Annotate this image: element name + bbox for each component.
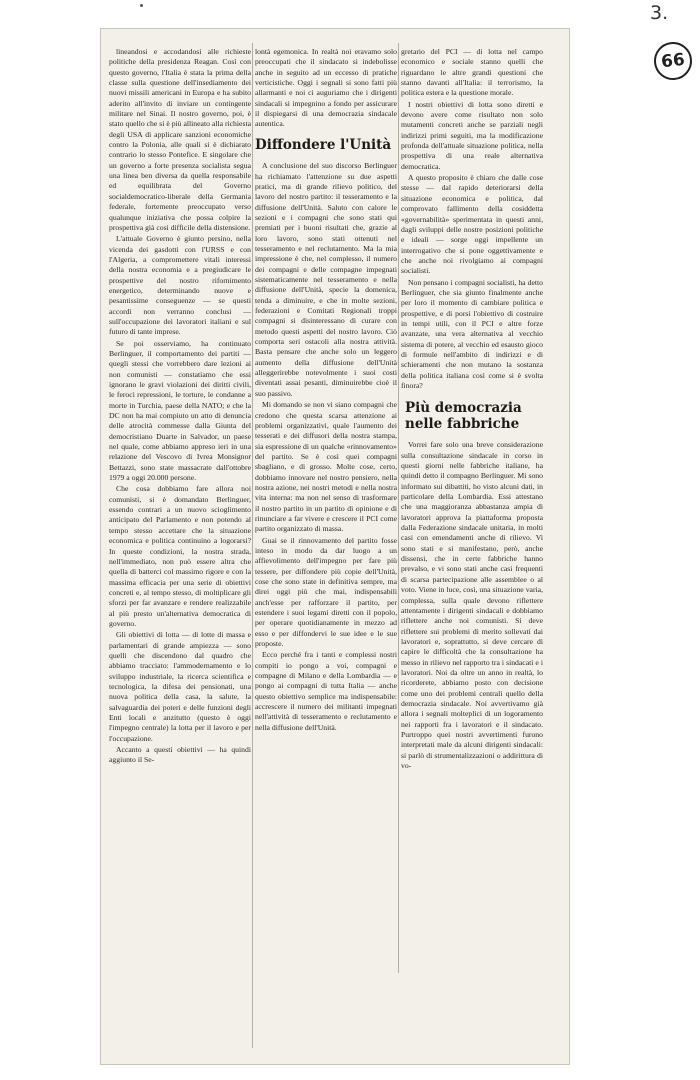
paragraph: Mi domando se non vi siano compagni che credono che questa scarsa attenzione ai problemi organizzativi, quale l'aumento dei tesserati e dei diffusori della nostra stampa, sia espressione di un qualche «rinnovamento» del partito. Se è così quei compagni sbagliano, e di grosso. Molte cose, certo, dobbiamo innovare nel nostro pensiero, nella nostra azione, nei nostri metodi e nella nostra vita interna: ma non nel senso di trasformare il nostro partito in un partito di opinione e di rinunciare a far vivere e crescere il PCI come partito organizzato di massa. bbox=[255, 400, 397, 534]
paragraph: I nostri obiettivi di lotta sono diretti e devono avere come risultato non solo mutamenti concreti anche se parziali negli indirizzi primi seguiti, ma la modificazione profonda dell'attuale situazione politica, nella prospettiva di una reale alternativa democratica. bbox=[401, 99, 543, 171]
paragraph: Non pensano i compagni socialisti, ha detto Berlinguer, che sia giunto finalmente anche per loro il momento di cambiare politica e prospettive, e di porsi l'obiettivo di costruire in tempi utili, con il PCI e altre forze avanzate, una vera alternativa al vecchio sistema di potere, al vecchio ed esausto gioco di formule nell'ambito di indirizzi e di schieramenti che non mutano la sostanza della politica italiana così come si è svolta finora? bbox=[401, 277, 543, 390]
paragraph: Vorrei fare solo una breve considerazione sulla consultazione sindacale in corso in questi giorni nelle fabbriche italiane, ha quindi detto il compagno Berlinguer. Mi sono informato sui dibattiti, ho visto alcuni dati, in particolare della Lombardia. Essi attestano che una maggioranza abbastanza ampia di lavoratori approva la piattaforma proposta dalla Federazione sindacale unitaria, in molti casi con emendamenti anche di rilievo. Vi sono stati e si manifestano, però, anche dissensi, che in certe fabbriche hanno prevalso, e vi sono stati anche casi frequenti di scarsa partecipazione alle assemblee o al voto. Viene in luce, così, una situazione varia, complessa, sulla quale devono riflettere attentamente i dirigenti sindacali e dobbiamo riflettere anche noi comunisti. Si deve riflettere sui problemi di merito sollevati dai lavoratori e, soprattutto, si deve cercare di capire le difficoltà che la consultazione ha messo in rilievo nel rapporto tra i sindacati e i lavoratori. Noi da oltre un anno in realtà, lo ricorderete, abbiamo posto con decisione come uno dei problemi centrali quello della democrazia sindacale. Noi avvertivamo già allora i segnali molteplici di un logoramento nei rapporti fra i lavoratori e il sindacato. Purtroppo quei nostri avvertimenti furono interpretati male da alcuni dirigenti sindacali: si parlò di strumentalizzazioni o addirittura di vo- bbox=[401, 440, 543, 770]
paragraph: Ecco perché fra i tanti e complessi nostri compiti io pongo a voi, compagni e compagne di Milano e della Lombardia — e pongo ai compagni di tutta Italia — anche questo obiettivo semplice ma indispensabile: accrescere il numero dei militanti impegnati nell'attività di tesseramento e reclutamento e nella diffusione dell'Unità. bbox=[255, 650, 397, 732]
section-heading-diffondere: Diffondere l'Unità bbox=[255, 136, 392, 153]
paragraph: lineandosi e accodandosi alle richieste politiche della presidenza Reagan. Così con questo governo, l'Italia è stata la prima della classe sulla questione dell'insediamento dei nuovi missili americani in Europa e ha subito aderito all'invito di inviare un contingente militare nel Sinai. Il nostro governo, poi, è stato quello che si è più allineato alla richiesta degli USA di applicare sanzioni economiche contro la Polonia, alle quali si è dichiarato contrario lo stesso Pontefice. E singolare che un governo a forte presenza socialista segua una linea ben diversa da quella responsabile ed equilibrata del Governo socialdemocratico-liberale della Germania federale, fortemente preoccupato verso qualunque iniziativa che possa colpire la prospettiva già così difficile della distensione. bbox=[109, 47, 251, 232]
column-1 bbox=[109, 47, 251, 1059]
paragraph: Guai se il rinnovamento del partito fosse inteso in modo da dar luogo a un affievolimento dell'impegno per fare più tessere, per diffondere più copie dell'Unità, cose che sono state in definitiva sempre, ma direi oggi più che mai, indispensabili anch'esse per rafforzare il partito, per estendere i suoi legami diretti con il popolo, per operare quotidianamente in mezzo ad esso e per diffondervi le sue idee e le sue proposte. bbox=[255, 535, 397, 649]
circled-archive-number: 66 bbox=[652, 40, 694, 82]
paragraph: gretario del PCI — di lotta nel campo economico e sociale stanno quelli che riguardano le altre grandi questioni che stanno davanti all'Italia: il terrorismo, la politica estera e la questione morale. bbox=[401, 47, 543, 98]
paragraph: Se poi osserviamo, ha continuato Berlinguer, il comportamento dei partiti — quegli stessi che vorrebbero dare lezioni ai non comunisti — constatiamo che essi ignorano le gravi violazioni dei diritti civili, le feroci repressioni, le torture, le condanne a morte in Turchia, paese della NATO; e che la DC non ha mai compiuto un atto di denuncia delle atrocità commesse dalla Giunta del democristiano Duarte in Salvador, un paese nel quale, come abbiamo appreso ieri in una relazione del Vescovo di Ivrea Monsignor Bettazzi, sono state massacrate dall'ottobre 1979 a oggi 20.000 persone. bbox=[109, 338, 251, 483]
column-2 bbox=[255, 47, 397, 1052]
scan-speck bbox=[140, 4, 143, 7]
handwritten-page-number: 3. bbox=[650, 2, 669, 24]
section-heading-democrazia: Più democrazia nelle fabbriche bbox=[405, 400, 522, 432]
paragraph: Accanto a questi obiettivi — ha quindi aggiunto il Se- bbox=[109, 745, 251, 765]
paragraph: A conclusione del suo discorso Berlinguer ha richiamato l'attenzione su due aspetti pratici, ma di grande rilievo politico, del lavoro del nostro partito: il tesseramento e la diffusione dell'Unità. Saluto con calore le sezioni e i compagni che sono stati qui premiati per i buoni risultati che, grazie al loro lavoro, sono stati ottenuti nel tesseramento e nel reclutamento. Ma la mia impressione è che, nel complesso, il numero dei compagni e delle compagne impegnati sistematicamente nel tesseramento e nella diffusione dell'Unità, specie la domenica, tenda a diminuire, e che in molte sezioni, federazioni e Comitati Regionali troppi compagni si disinteressano di curare con metodo questi aspetti del nostro lavoro. Ciò comporta seri ostacoli alla nostra attività. Basta pensare che anche solo un leggero aumento della diffusione dell'Unità alleggerirebbe notevolmente i suoi costi diventati assai pesanti, diminuirebbe cioè il suo passivo. bbox=[255, 161, 397, 398]
paragraph: Gli obiettivi di lotta — di lotte di massa e parlamentari di grande ampiezza — sono quelli che discendono dal quadro che abbiamo tracciato: l'ammodernamento e lo sviluppo industriale, la ricerca scientifica e tecnologica, la difesa dei pensionati, una nuova politica della casa, la salute, la salvaguardia dei poteri e delle funzioni degli Enti locali e anzitutto (questo è oggi l'impegno centrale) la lotta per il lavoro e per l'occupazione. bbox=[109, 630, 251, 743]
paragraph: L'attuale Governo è giunto persino, nella vicenda dei gasdotti con l'URSS e con l'Algeria, a compromettere vitali interessi della nostra economia e a pregiudicare le prospettive del nostro rifornimento energetico, determinando nuove e pesantissime conseguenze — se questi accordi non verranno conclusi — sull'occupazione dei lavoratori italiani e sul futuro di tante imprese. bbox=[109, 234, 251, 337]
column-rule bbox=[398, 43, 399, 973]
column-3 bbox=[401, 47, 543, 967]
paragraph: lontà egemonica. In realtà noi eravamo solo preoccupati che il sindacato si indebolisse anche in seguito ad un eccesso di pratiche verticistiche. Oggi i segnali si sono fatti più allarmanti e noi ci auguriamo che i dirigenti sindacali si impegnino a fondo per assicurare il dispiegarsi di una democrazia sindacale autentica. bbox=[255, 47, 397, 129]
newspaper-clipping bbox=[100, 28, 570, 1065]
column-rule bbox=[252, 43, 253, 1048]
paragraph: A questo proposito è chiaro che dalle cose stesse — dal rapido deteriorarsi della situazione economica e politica, dal comprovato fallimento della cosiddetta «governabilità» sperimentata in questi anni, dagli sviluppi delle nostre posizioni politiche e ideali — sorge oggi impellente un interrogativo che si pone oggettivamente e che anche noi rivolgiamo ai compagni socialisti. bbox=[401, 173, 543, 276]
paragraph: Che cosa dobbiamo fare allora noi comunisti, si è domandato Berlinguer, essendo contrari a un nuovo scioglimento anticipato del Parlamento e non potendo al tempo stesso accettare che la situazione economica e politica continuino a logorarsi? In queste condizioni, la nostra strada, nell'immediato, non può essere altra che quella di batterci col massimo rigore e con la massima efficacia per una serie di obiettivi concreti e, al tempo stesso, di moltiplicare gli sforzi per far avanzare e rendere realizzabile al più presto un'alternativa democratica di governo. bbox=[109, 484, 251, 628]
